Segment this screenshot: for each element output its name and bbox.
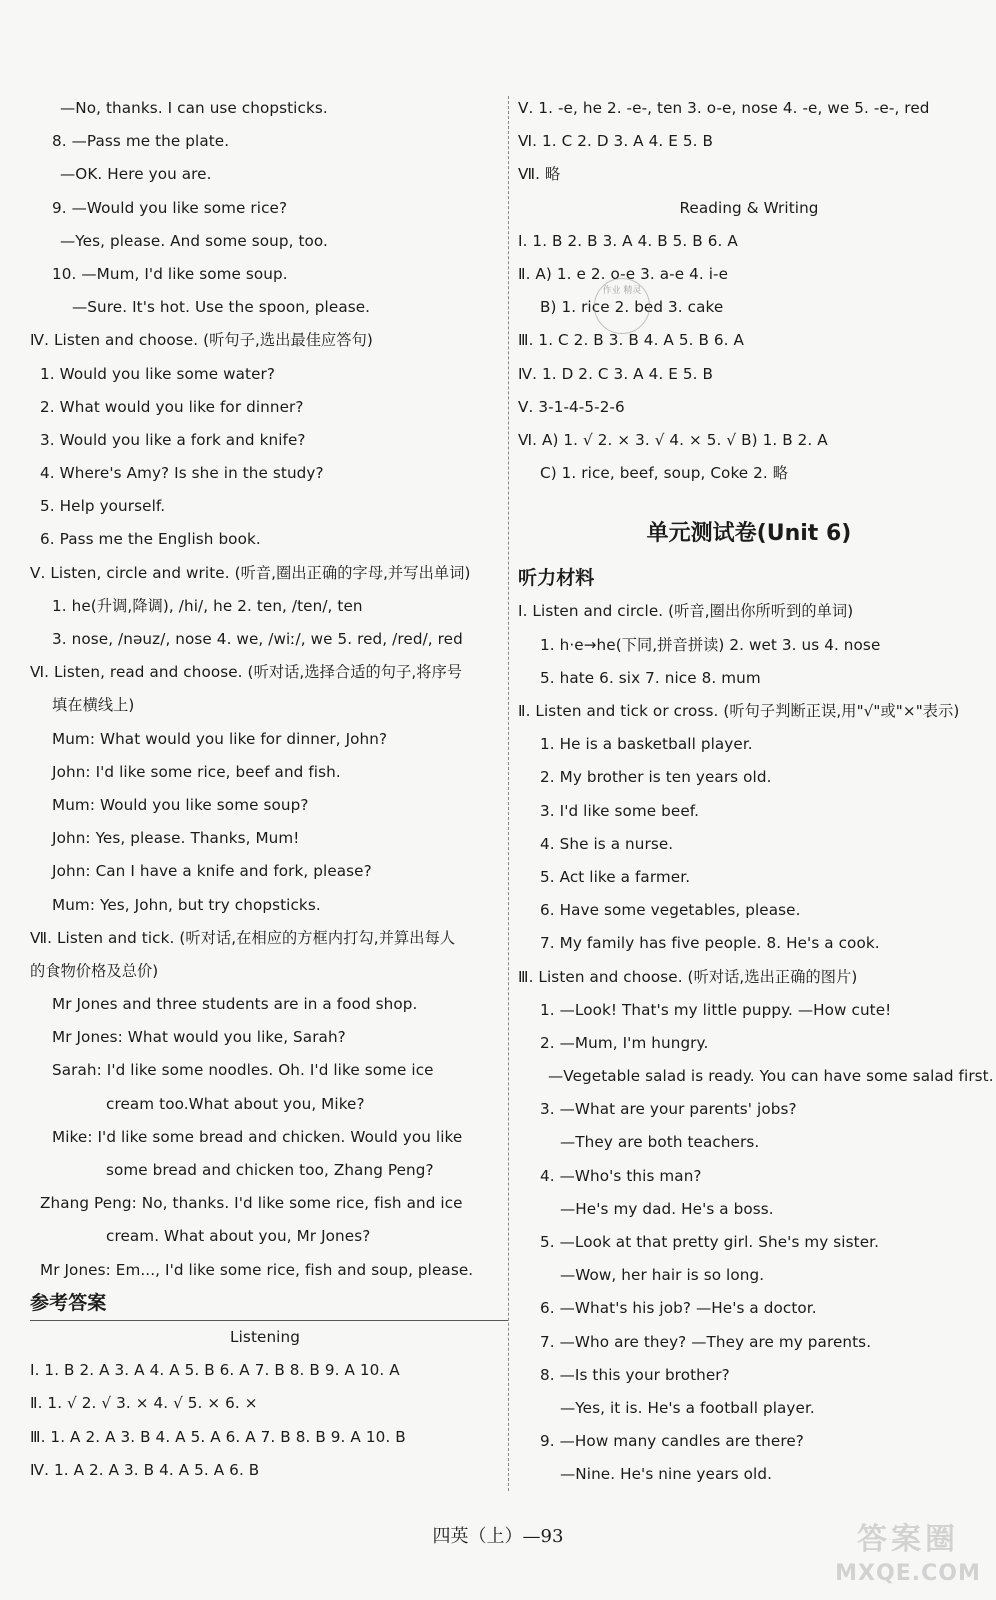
watermark-url: MXQE.COM xyxy=(835,1561,981,1586)
text-line: 3. nose, /nəuz/, nose 4. we, /wiː/, we 5. red, /red/, red xyxy=(52,630,463,648)
text-line: 填在横线上) xyxy=(52,696,135,715)
text-line: Ⅰ. 1. B 2. A 3. A 4. A 5. B 6. A 7. B 8. B 9. A 10. A xyxy=(30,1361,400,1380)
left-column xyxy=(30,92,500,1487)
text-line: 3. Would you like a fork and knife? xyxy=(40,430,306,449)
text-line: 参考答案 xyxy=(30,1287,508,1321)
left-lines xyxy=(30,92,500,1487)
text-line: 7. My family has five people. 8. He's a cook. xyxy=(540,934,880,953)
text-line: 5. —Look at that pretty girl. She's my sister. xyxy=(540,1233,880,1251)
text-line: Ⅵ. Listen, read and choose. (听对话,选择合适的句子,将序号 xyxy=(30,663,463,682)
homework-stamp: 作业 精灵 xyxy=(594,278,650,334)
text-line: —Yes, please. And some soup, too. xyxy=(60,231,328,250)
text-line: cream too.What about you, Mike? xyxy=(106,1094,365,1113)
text-line: 2. My brother is ten years old. xyxy=(540,768,772,787)
text-line: 5. Act like a farmer. xyxy=(540,867,691,886)
text-line: Ⅲ. 1. A 2. A 3. B 4. A 5. A 6. A 7. B 8. B 9. A 10. B xyxy=(30,1427,406,1446)
text-line: Ⅲ. 1. C 2. B 3. B 4. A 5. B 6. A xyxy=(518,331,745,350)
right-column xyxy=(518,92,994,1492)
text-line: John: I'd like some rice, beef and fish. xyxy=(52,762,341,781)
text-line: Ⅴ. 3-1-4-5-2-6 xyxy=(518,397,625,416)
text-line: 1. h·e→he(下同,拼音拼读) 2. wet 3. us 4. nose xyxy=(540,635,881,654)
page-footer: 四英（上）—93 xyxy=(432,1526,564,1547)
text-line: —He's my dad. He's a boss. xyxy=(560,1199,774,1218)
text-line: 2. What would you like for dinner? xyxy=(40,397,304,416)
text-line: 3. —What are your parents' jobs? xyxy=(540,1100,797,1119)
unit-test-title: 单元测试卷(Unit 6) xyxy=(646,521,852,547)
text-line: Mum: What would you like for dinner, John? xyxy=(52,729,388,748)
text-line: —They are both teachers. xyxy=(560,1133,760,1152)
text-line: 10. —Mum, I'd like some soup. xyxy=(52,264,288,283)
text-line: —Sure. It's hot. Use the spoon, please. xyxy=(72,298,371,317)
text-line: Mr Jones and three students are in a food shop. xyxy=(52,995,418,1014)
text-line: Sarah: I'd like some noodles. Oh. I'd like some ice xyxy=(52,1061,434,1080)
text-line: —Vegetable salad is ready. You can have some salad first. xyxy=(548,1067,994,1086)
text-line: —No, thanks. I can use chopsticks. xyxy=(60,99,328,117)
text-line: 9. —How many candles are there? xyxy=(540,1432,804,1451)
text-line: 3. I'd like some beef. xyxy=(540,801,700,820)
text-line: 5. hate 6. six 7. nice 8. mum xyxy=(540,668,761,687)
text-line: Ⅵ. A) 1. √ 2. × 3. √ 4. × 5. √ B) 1. B 2. A xyxy=(518,430,828,449)
text-line: John: Can I have a knife and fork, please? xyxy=(52,862,372,881)
text-line: Ⅶ. Listen and tick. (听对话,在相应的方框内打勾,并算出每人 xyxy=(30,928,456,947)
text-line: —Nine. He's nine years old. xyxy=(560,1465,773,1484)
text-line: Ⅴ. 1. -e, he 2. -e-, ten 3. o-e, nose 4. -e, we 5. -e-, red xyxy=(518,99,930,117)
text-line: Ⅳ. Listen and choose. (听句子,选出最佳应答句) xyxy=(30,331,373,350)
text-line: Ⅴ. Listen, circle and write. (听音,圈出正确的字母,并写出单词) xyxy=(30,563,471,582)
text-line: Ⅲ. Listen and choose. (听对话,选出正确的图片) xyxy=(518,967,858,986)
text-line: Mike: I'd like some bread and chicken. Would you like xyxy=(52,1127,463,1146)
text-line: 6. Pass me the English book. xyxy=(40,530,261,549)
text-line: Ⅶ. 略 xyxy=(518,165,561,184)
text-line: 的食物价格及总价) xyxy=(30,961,159,980)
text-line: 1. He is a basketball player. xyxy=(540,735,753,754)
text-line: Mr Jones: What would you like, Sarah? xyxy=(52,1028,346,1047)
text-line: 4. —Who's this man? xyxy=(540,1166,702,1185)
text-line: 8. —Is this your brother? xyxy=(540,1365,730,1384)
text-line: 1. —Look! That's my little puppy. —How cute! xyxy=(540,1000,892,1019)
text-line: B) 1. rice 2. bed 3. cake xyxy=(540,298,724,317)
text-line: 6. Have some vegetables, please. xyxy=(540,901,801,920)
text-line: Listening xyxy=(230,1327,300,1346)
text-line: Reading & Writing xyxy=(679,198,819,217)
text-line: —OK. Here you are. xyxy=(60,165,212,184)
text-line: Mr Jones: Em..., I'd like some rice, fish and soup, please. xyxy=(40,1260,474,1279)
text-line: —Wow, her hair is so long. xyxy=(560,1266,765,1285)
text-line: C) 1. rice, beef, soup, Coke 2. 略 xyxy=(540,464,789,483)
text-line: Ⅱ. Listen and tick or cross. (听句子判断正误,用"√"或"×"表示) xyxy=(518,702,960,720)
text-line: 7. —Who are they? —They are my parents. xyxy=(540,1332,872,1351)
answer-key-lines xyxy=(518,92,980,490)
text-line: 9. —Would you like some rice? xyxy=(52,198,288,217)
text-line: Ⅵ. 1. C 2. D 3. A 4. E 5. B xyxy=(518,132,713,151)
text-line: —Yes, it is. He's a football player. xyxy=(560,1398,815,1417)
watermark-logo-text: 答案圈 xyxy=(857,1522,959,1557)
text-line: 听力材料 xyxy=(518,567,595,590)
text-line: 5. Help yourself. xyxy=(40,497,166,516)
text-line: cream. What about you, Mr Jones? xyxy=(106,1227,371,1246)
text-line: Ⅳ. 1. A 2. A 3. B 4. A 5. A 6. B xyxy=(30,1460,260,1479)
text-line: 1. Would you like some water? xyxy=(40,364,276,383)
text-line: Mum: Yes, John, but try chopsticks. xyxy=(52,895,321,914)
listening-material-lines xyxy=(518,562,994,1491)
text-line: John: Yes, please. Thanks, Mum! xyxy=(52,829,300,848)
text-line: Mum: Would you like some soup? xyxy=(52,795,309,814)
text-line: Ⅰ. Listen and circle. (听音,圈出你所听到的单词) xyxy=(518,602,854,621)
text-line: Ⅱ. A) 1. e 2. o-e 3. a-e 4. i-e xyxy=(518,264,729,283)
column-divider xyxy=(508,96,509,1491)
text-line: 4. She is a nurse. xyxy=(540,834,674,853)
text-line: Ⅳ. 1. D 2. C 3. A 4. E 5. B xyxy=(518,364,713,383)
text-line: 6. —What's his job? —He's a doctor. xyxy=(540,1299,817,1318)
text-line: Zhang Peng: No, thanks. I'd like some rice, fish and ice xyxy=(40,1194,463,1213)
text-line: Ⅱ. 1. √ 2. √ 3. × 4. √ 5. × 6. × xyxy=(30,1394,258,1413)
text-line: 1. he(升调,降调), /hi/, he 2. ten, /ten/, ten xyxy=(52,596,363,615)
text-line: Ⅰ. 1. B 2. B 3. A 4. B 5. B 6. A xyxy=(518,231,738,250)
text-line: 2. —Mum, I'm hungry. xyxy=(540,1033,709,1052)
text-line: 8. —Pass me the plate. xyxy=(52,132,230,151)
text-line: some bread and chicken too, Zhang Peng? xyxy=(106,1161,434,1179)
text-line: 4. Where's Amy? Is she in the study? xyxy=(40,464,324,483)
